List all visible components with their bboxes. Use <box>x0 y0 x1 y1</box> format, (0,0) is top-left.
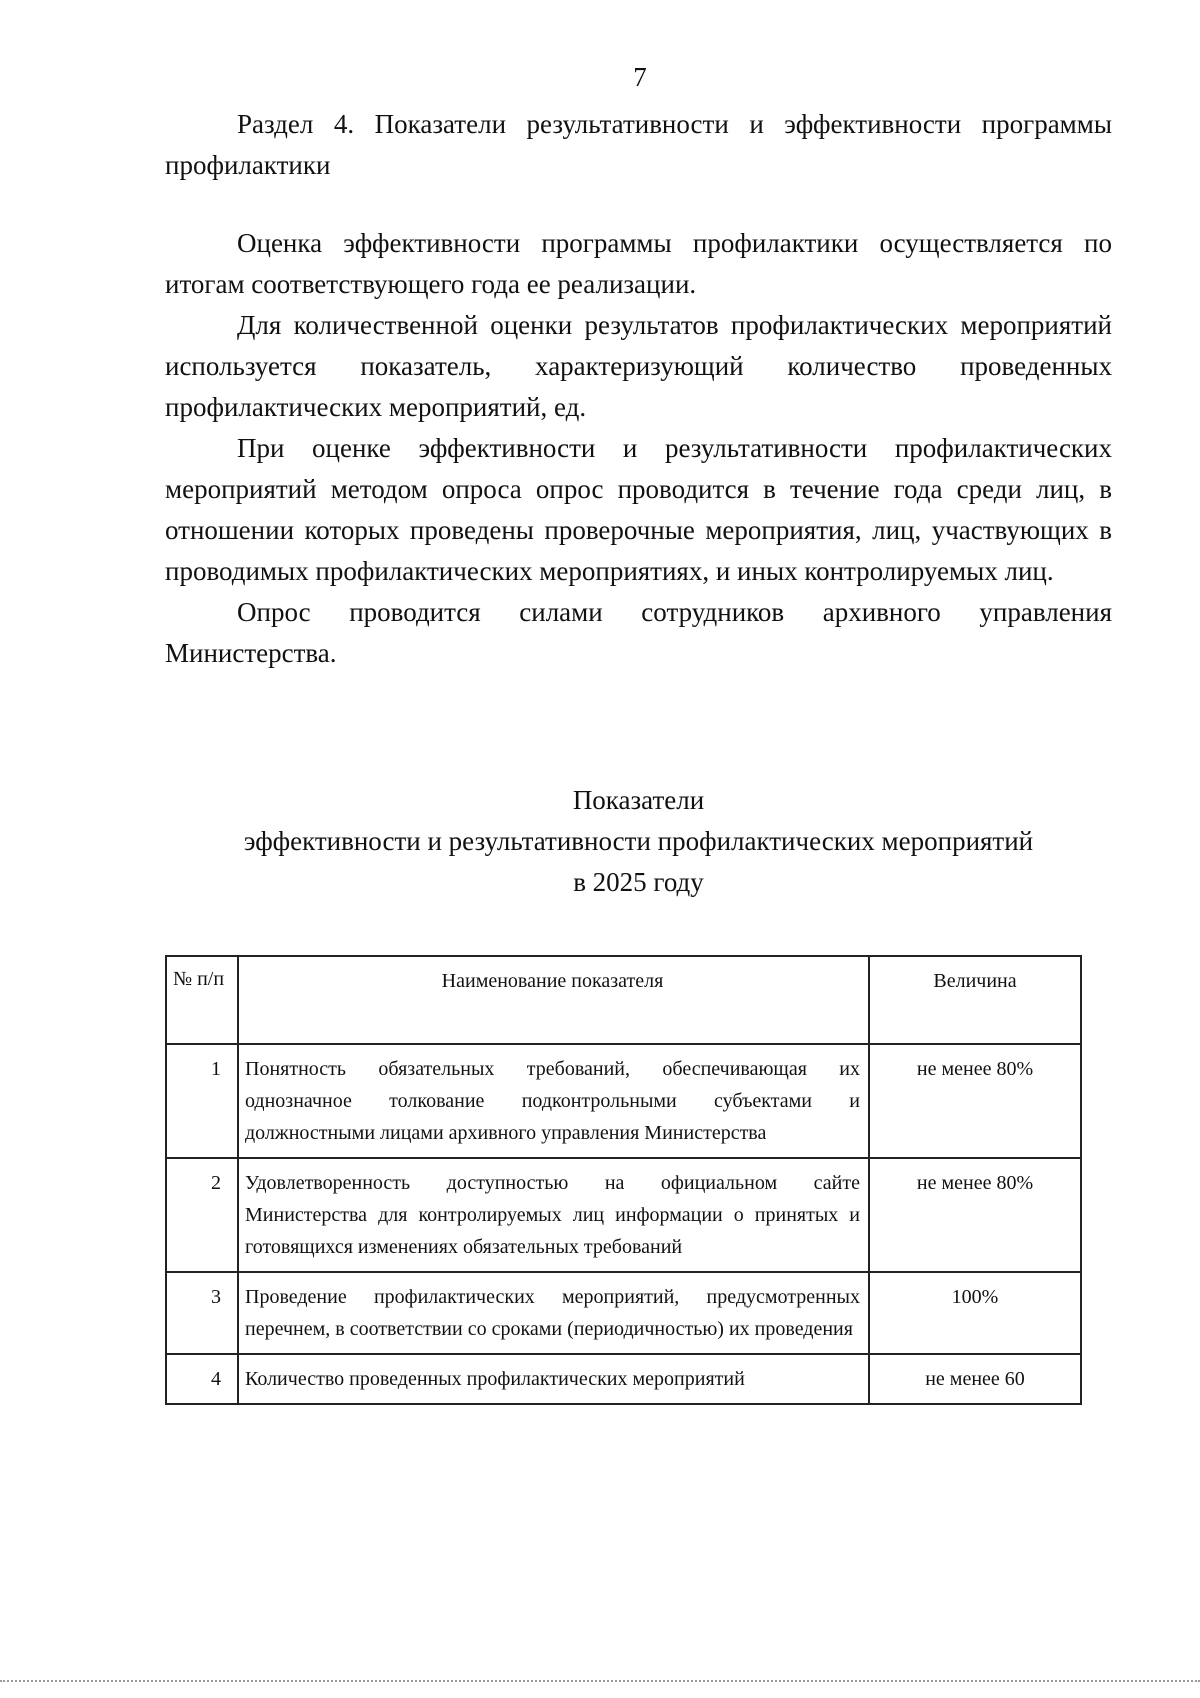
header-num: № п/п <box>166 956 238 1044</box>
row-name: Проведение профилактических мероприятий, предусмотренных перечнем, в соответствии со сроками (периодичностью) их проведения <box>238 1272 869 1354</box>
row-num: 4 <box>166 1354 238 1404</box>
paragraph-evaluation: Оценка эффективности программы профилактики осуществляется по итогам соответствующего года ее реализации. <box>165 228 1112 299</box>
scan-border-line <box>0 1680 1200 1682</box>
page-number: 7 <box>633 62 647 92</box>
paragraph-survey-staff: Опрос проводится силами сотрудников архивного управления Министерства. <box>165 597 1112 668</box>
table-title-line-2: эффективности и результативности профилактических мероприятий <box>243 826 1034 856</box>
row-value: 100% <box>869 1272 1081 1354</box>
table-header-row <box>166 956 1081 1044</box>
table-title-line-3: в 2025 году <box>573 867 704 897</box>
row-name: Удовлетворенность доступностью на официальном сайте Министерства для контролируемых лиц информации о принятых и готовящихся изменениях обязательных требований <box>238 1158 869 1272</box>
header-value: Величина <box>869 956 1081 1044</box>
table-row <box>166 1158 1081 1272</box>
table-title <box>165 780 1112 903</box>
row-value: не менее 80% <box>869 1158 1081 1272</box>
indicators-table <box>165 955 1082 1405</box>
paragraph-quantitative: Для количественной оценки результатов профилактических мероприятий используется показатель, характеризующий количество проведенных профилактических мероприятий, ед. <box>165 310 1112 422</box>
section-heading: Раздел 4. Показатели результативности и эффективности программы профилактики <box>165 109 1112 180</box>
row-name: Количество проведенных профилактических мероприятий <box>238 1354 869 1404</box>
row-value: не менее 60 <box>869 1354 1081 1404</box>
table-title-line-1: Показатели <box>572 785 705 815</box>
table-row <box>166 1272 1081 1354</box>
table-row <box>166 1354 1081 1404</box>
row-num: 3 <box>166 1272 238 1354</box>
table-row <box>166 1044 1081 1158</box>
row-num: 1 <box>166 1044 238 1158</box>
paragraph-survey: При оценке эффективности и результативности профилактических мероприятий методом опроса опрос проводится в течение года среди лиц, в отношении которых проведены проверочные мероприятия, лиц, участвующих в проводимых профилактических мероприятиях, и иных контролируемых лиц. <box>165 433 1112 586</box>
row-value: не менее 80% <box>869 1044 1081 1158</box>
header-name: Наименование показателя <box>238 956 869 1044</box>
body-text <box>165 223 1112 674</box>
row-name: Понятность обязательных требований, обеспечивающая их однозначное толкование подконтрольными субъектами и должностными лицами архивного управления Министерства <box>238 1044 869 1158</box>
row-num: 2 <box>166 1158 238 1272</box>
section-heading-block <box>165 104 1112 186</box>
